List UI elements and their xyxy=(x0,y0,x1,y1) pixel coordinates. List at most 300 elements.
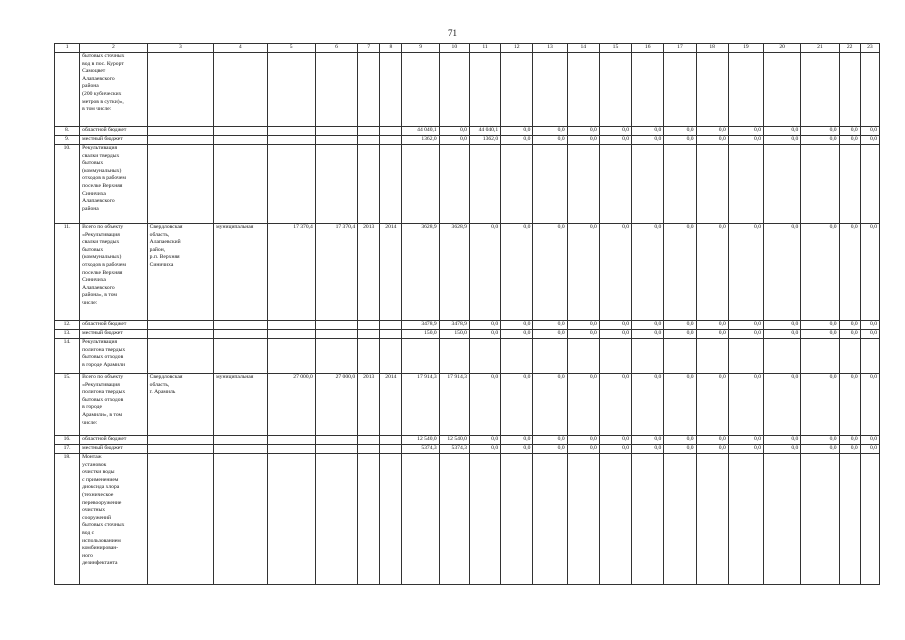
value-cell xyxy=(402,145,439,224)
value-cell: 0,0 xyxy=(501,321,533,330)
value-cell: 0,0 xyxy=(860,374,879,436)
value-cell: 0,0 xyxy=(469,436,500,445)
header-cell: 23 xyxy=(860,44,879,53)
value-cell: 1362,0 xyxy=(469,136,500,145)
value-cell xyxy=(267,145,315,224)
row-number: 15. xyxy=(55,374,80,436)
header-cell: 8 xyxy=(380,44,402,53)
header-cell: 20 xyxy=(764,44,801,53)
value-cell: 2013 xyxy=(358,224,380,321)
value-cell: 0,0 xyxy=(860,445,879,454)
value-cell: 0,0 xyxy=(839,436,860,445)
value-cell xyxy=(632,454,664,585)
value-cell xyxy=(267,454,315,585)
location-cell xyxy=(147,330,213,339)
ownership-cell xyxy=(214,136,267,145)
value-cell: 0,0 xyxy=(533,445,567,454)
value-cell: 0,0 xyxy=(839,127,860,136)
value-cell: 0,0 xyxy=(801,436,839,445)
value-cell xyxy=(839,339,860,374)
value-cell xyxy=(567,53,599,127)
value-cell xyxy=(315,436,357,445)
value-cell: 2013 xyxy=(358,374,380,436)
value-cell: 44 040,1 xyxy=(469,127,500,136)
value-cell: 0,0 xyxy=(728,321,763,330)
ownership-cell xyxy=(214,436,267,445)
location-cell xyxy=(147,321,213,330)
table-row xyxy=(55,224,880,321)
table-row xyxy=(55,436,880,445)
value-cell: 0,0 xyxy=(469,330,500,339)
value-cell xyxy=(664,339,696,374)
location-cell xyxy=(147,339,213,374)
value-cell: 0,0 xyxy=(567,330,599,339)
value-cell: 3478,9 xyxy=(402,321,439,330)
value-cell xyxy=(402,53,439,127)
table-row xyxy=(55,454,880,585)
value-cell xyxy=(315,53,357,127)
value-cell: 0,0 xyxy=(764,224,801,321)
value-cell: 0,0 xyxy=(501,374,533,436)
value-cell xyxy=(439,454,469,585)
ownership-cell xyxy=(214,145,267,224)
value-cell xyxy=(764,145,801,224)
header-cell: 19 xyxy=(728,44,763,53)
location-cell: Свердловская область, г. Арамиль xyxy=(147,374,213,436)
value-cell: 0,0 xyxy=(567,127,599,136)
value-cell xyxy=(599,145,631,224)
value-cell xyxy=(469,53,500,127)
value-cell xyxy=(315,330,357,339)
row-name: Всего по объекту «Рекультивация полигона твердых бытовых отходов в городе Арамили», в том числе: xyxy=(80,374,147,436)
row-number: 17. xyxy=(55,445,80,454)
value-cell: 0,0 xyxy=(664,321,696,330)
header-cell: 16 xyxy=(632,44,664,53)
value-cell: 0,0 xyxy=(860,321,879,330)
value-cell: 0,0 xyxy=(839,224,860,321)
value-cell: 0,0 xyxy=(664,436,696,445)
value-cell xyxy=(764,53,801,127)
table-row xyxy=(55,145,880,224)
row-name: областной бюджет xyxy=(80,436,147,445)
row-number: 8. xyxy=(55,127,80,136)
header-cell: 2 xyxy=(80,44,147,53)
value-cell: 0,0 xyxy=(501,436,533,445)
header-cell: 18 xyxy=(696,44,728,53)
value-cell xyxy=(801,53,839,127)
header-cell: 7 xyxy=(358,44,380,53)
value-cell xyxy=(380,436,402,445)
value-cell: 0,0 xyxy=(764,321,801,330)
value-cell: 0,0 xyxy=(801,321,839,330)
value-cell xyxy=(380,454,402,585)
header-cell: 17 xyxy=(664,44,696,53)
value-cell xyxy=(267,321,315,330)
value-cell xyxy=(632,339,664,374)
value-cell: 3478,9 xyxy=(439,321,469,330)
value-cell xyxy=(469,339,500,374)
value-cell xyxy=(696,339,728,374)
value-cell xyxy=(533,339,567,374)
value-cell: 0,0 xyxy=(664,136,696,145)
location-cell: Свердловская область, Алапаевский район, р.п. Верхняя Синичиха xyxy=(147,224,213,321)
value-cell: 0,0 xyxy=(632,445,664,454)
value-cell xyxy=(439,339,469,374)
table-row xyxy=(55,374,880,436)
row-name: Монтаж установок очистки воды с применением диоксида хлора (техническое перевооружение очистных сооружений бытовых сточных вод с использованием комбинирован- ного дезинфектанта xyxy=(80,454,147,585)
header-cell: 5 xyxy=(267,44,315,53)
row-number xyxy=(55,53,80,127)
header-cell: 1 xyxy=(55,44,80,53)
value-cell: 0,0 xyxy=(728,224,763,321)
ownership-cell xyxy=(214,127,267,136)
value-cell xyxy=(380,53,402,127)
table-row xyxy=(55,339,880,374)
row-name: местный бюджет xyxy=(80,445,147,454)
location-cell xyxy=(147,53,213,127)
header-cell: 4 xyxy=(214,44,267,53)
value-cell xyxy=(801,339,839,374)
value-cell: 0,0 xyxy=(860,330,879,339)
value-cell: 27 000,0 xyxy=(267,374,315,436)
value-cell: 0,0 xyxy=(533,127,567,136)
value-cell: 0,0 xyxy=(839,330,860,339)
header-cell: 6 xyxy=(315,44,357,53)
row-name: Рекультивация свалки твердых бытовых (коммунальных) отходов в рабочем поселке Верхняя Синичиха Алапаевского района xyxy=(80,145,147,224)
value-cell: 0,0 xyxy=(764,330,801,339)
ownership-cell xyxy=(214,445,267,454)
value-cell: 0,0 xyxy=(696,224,728,321)
value-cell: 0,0 xyxy=(728,136,763,145)
value-cell: 0,0 xyxy=(632,136,664,145)
value-cell xyxy=(267,445,315,454)
value-cell: 27 000,0 xyxy=(315,374,357,436)
value-cell: 0,0 xyxy=(764,436,801,445)
value-cell: 0,0 xyxy=(469,445,500,454)
row-number: 11. xyxy=(55,224,80,321)
value-cell: 12 540,0 xyxy=(402,436,439,445)
value-cell xyxy=(501,53,533,127)
value-cell xyxy=(380,339,402,374)
table-row xyxy=(55,445,880,454)
value-cell: 0,0 xyxy=(696,330,728,339)
value-cell: 0,0 xyxy=(567,436,599,445)
value-cell: 0,0 xyxy=(664,374,696,436)
value-cell: 0,0 xyxy=(801,136,839,145)
value-cell: 0,0 xyxy=(664,224,696,321)
value-cell xyxy=(380,127,402,136)
table-row xyxy=(55,321,880,330)
value-cell: 0,0 xyxy=(501,224,533,321)
value-cell xyxy=(599,53,631,127)
value-cell: 0,0 xyxy=(860,136,879,145)
value-cell xyxy=(839,454,860,585)
value-cell xyxy=(696,454,728,585)
value-cell: 0,0 xyxy=(664,445,696,454)
value-cell xyxy=(764,339,801,374)
value-cell: 0,0 xyxy=(801,445,839,454)
value-cell: 1362,0 xyxy=(402,136,439,145)
value-cell xyxy=(267,436,315,445)
value-cell: 0,0 xyxy=(599,436,631,445)
header-cell: 14 xyxy=(567,44,599,53)
value-cell xyxy=(664,53,696,127)
value-cell: 2014 xyxy=(380,374,402,436)
value-cell: 0,0 xyxy=(533,136,567,145)
value-cell: 0,0 xyxy=(728,436,763,445)
value-cell: 0,0 xyxy=(696,127,728,136)
row-name: Всего по объекту «Рекультивация свалки твердых бытовых (коммунальных) отходов в рабочем поселке Верхняя Синичиха Алапаевского района», в том числе: xyxy=(80,224,147,321)
value-cell xyxy=(267,330,315,339)
value-cell xyxy=(839,145,860,224)
header-cell: 11 xyxy=(469,44,500,53)
value-cell xyxy=(380,445,402,454)
value-cell: 0,0 xyxy=(801,374,839,436)
table-row xyxy=(55,136,880,145)
value-cell xyxy=(315,445,357,454)
value-cell: 0,0 xyxy=(599,136,631,145)
value-cell: 5374,3 xyxy=(439,445,469,454)
value-cell: 0,0 xyxy=(696,136,728,145)
value-cell xyxy=(801,145,839,224)
value-cell: 0,0 xyxy=(839,321,860,330)
value-cell: 0,0 xyxy=(764,136,801,145)
value-cell xyxy=(599,339,631,374)
value-cell: 0,0 xyxy=(501,330,533,339)
value-cell xyxy=(501,339,533,374)
value-cell xyxy=(860,339,879,374)
value-cell: 0,0 xyxy=(839,374,860,436)
value-cell xyxy=(728,454,763,585)
table-row xyxy=(55,330,880,339)
value-cell xyxy=(358,321,380,330)
header-cell: 21 xyxy=(801,44,839,53)
value-cell: 0,0 xyxy=(567,445,599,454)
row-number: 12. xyxy=(55,321,80,330)
value-cell xyxy=(380,330,402,339)
value-cell xyxy=(860,53,879,127)
value-cell: 0,0 xyxy=(632,374,664,436)
value-cell: 0,0 xyxy=(439,127,469,136)
value-cell: 17 370,4 xyxy=(315,224,357,321)
value-cell: 2014 xyxy=(380,224,402,321)
value-cell xyxy=(664,145,696,224)
value-cell: 0,0 xyxy=(533,374,567,436)
value-cell: 0,0 xyxy=(632,321,664,330)
value-cell xyxy=(315,127,357,136)
value-cell: 0,0 xyxy=(599,224,631,321)
value-cell: 17 914,3 xyxy=(439,374,469,436)
value-cell: 0,0 xyxy=(632,127,664,136)
value-cell xyxy=(696,145,728,224)
location-cell xyxy=(147,127,213,136)
row-number: 16. xyxy=(55,436,80,445)
value-cell xyxy=(533,53,567,127)
value-cell xyxy=(358,53,380,127)
ownership-cell xyxy=(214,454,267,585)
row-name: местный бюджет xyxy=(80,136,147,145)
value-cell xyxy=(315,339,357,374)
value-cell xyxy=(358,330,380,339)
value-cell: 0,0 xyxy=(860,436,879,445)
value-cell xyxy=(728,145,763,224)
value-cell: 0,0 xyxy=(439,136,469,145)
value-cell: 0,0 xyxy=(696,374,728,436)
value-cell xyxy=(315,321,357,330)
ownership-cell: муниципальная xyxy=(214,374,267,436)
value-cell xyxy=(267,339,315,374)
row-number: 10. xyxy=(55,145,80,224)
value-cell xyxy=(469,145,500,224)
value-cell: 0,0 xyxy=(696,436,728,445)
value-cell xyxy=(380,321,402,330)
value-cell xyxy=(439,53,469,127)
value-cell: 0,0 xyxy=(860,224,879,321)
value-cell xyxy=(567,145,599,224)
value-cell xyxy=(358,445,380,454)
value-cell: 17 914,3 xyxy=(402,374,439,436)
value-cell xyxy=(567,339,599,374)
value-cell xyxy=(860,145,879,224)
value-cell: 0,0 xyxy=(728,374,763,436)
location-cell xyxy=(147,436,213,445)
value-cell: 0,0 xyxy=(696,321,728,330)
row-number: 14. xyxy=(55,339,80,374)
ownership-cell xyxy=(214,330,267,339)
value-cell xyxy=(501,145,533,224)
location-cell xyxy=(147,136,213,145)
value-cell xyxy=(599,454,631,585)
row-number: 18. xyxy=(55,454,80,585)
value-cell: 0,0 xyxy=(567,321,599,330)
value-cell: 0,0 xyxy=(839,445,860,454)
value-cell: 3628,9 xyxy=(402,224,439,321)
value-cell xyxy=(402,339,439,374)
value-cell xyxy=(533,145,567,224)
value-cell xyxy=(315,145,357,224)
value-cell: 0,0 xyxy=(801,330,839,339)
value-cell: 0,0 xyxy=(599,445,631,454)
header-cell: 9 xyxy=(402,44,439,53)
value-cell: 0,0 xyxy=(632,436,664,445)
value-cell: 0,0 xyxy=(599,321,631,330)
value-cell: 150,0 xyxy=(439,330,469,339)
header-row xyxy=(55,44,880,53)
value-cell: 44 040,1 xyxy=(402,127,439,136)
value-cell: 0,0 xyxy=(599,127,631,136)
value-cell: 0,0 xyxy=(728,445,763,454)
location-cell xyxy=(147,454,213,585)
value-cell xyxy=(439,145,469,224)
row-number: 13. xyxy=(55,330,80,339)
row-name: местный бюджет xyxy=(80,330,147,339)
header-cell: 13 xyxy=(533,44,567,53)
header-cell: 22 xyxy=(839,44,860,53)
header-cell: 10 xyxy=(439,44,469,53)
value-cell: 0,0 xyxy=(764,127,801,136)
value-cell xyxy=(358,454,380,585)
value-cell xyxy=(469,454,500,585)
value-cell xyxy=(267,53,315,127)
value-cell xyxy=(358,127,380,136)
value-cell: 17 370,4 xyxy=(267,224,315,321)
value-cell xyxy=(358,145,380,224)
value-cell: 0,0 xyxy=(599,330,631,339)
value-cell xyxy=(728,53,763,127)
value-cell xyxy=(860,454,879,585)
value-cell: 0,0 xyxy=(501,127,533,136)
value-cell: 5374,3 xyxy=(402,445,439,454)
value-cell: 0,0 xyxy=(839,136,860,145)
row-name: областной бюджет xyxy=(80,321,147,330)
value-cell xyxy=(358,339,380,374)
header-cell: 3 xyxy=(147,44,213,53)
value-cell xyxy=(632,53,664,127)
value-cell xyxy=(501,454,533,585)
row-name: бытовых сточных вод в пос. Курорт Самоцвет Алапаевского района (200 кубических метров в сутки)», в том числе: xyxy=(80,53,147,127)
value-cell: 0,0 xyxy=(664,127,696,136)
value-cell xyxy=(632,145,664,224)
value-cell: 150,0 xyxy=(402,330,439,339)
row-number: 9. xyxy=(55,136,80,145)
value-cell xyxy=(380,136,402,145)
value-cell: 0,0 xyxy=(632,224,664,321)
value-cell xyxy=(567,454,599,585)
value-cell: 0,0 xyxy=(632,330,664,339)
value-cell: 0,0 xyxy=(696,445,728,454)
value-cell: 0,0 xyxy=(801,127,839,136)
value-cell xyxy=(533,454,567,585)
ownership-cell: муниципальная xyxy=(214,224,267,321)
value-cell: 0,0 xyxy=(567,224,599,321)
value-cell xyxy=(728,339,763,374)
value-cell xyxy=(358,436,380,445)
value-cell: 0,0 xyxy=(728,127,763,136)
value-cell: 0,0 xyxy=(533,224,567,321)
location-cell xyxy=(147,145,213,224)
value-cell: 0,0 xyxy=(860,127,879,136)
header-cell: 15 xyxy=(599,44,631,53)
row-name: Рекультивация полигона твердых бытовых отходов в городе Арамили xyxy=(80,339,147,374)
value-cell: 0,0 xyxy=(501,445,533,454)
value-cell xyxy=(315,454,357,585)
table-row xyxy=(55,53,880,127)
value-cell xyxy=(267,127,315,136)
value-cell: 0,0 xyxy=(567,374,599,436)
value-cell xyxy=(664,454,696,585)
value-cell: 0,0 xyxy=(501,136,533,145)
value-cell: 0,0 xyxy=(533,321,567,330)
location-cell xyxy=(147,445,213,454)
value-cell: 0,0 xyxy=(801,224,839,321)
value-cell xyxy=(764,454,801,585)
value-cell xyxy=(696,53,728,127)
value-cell: 12 540,0 xyxy=(439,436,469,445)
value-cell xyxy=(839,53,860,127)
header-cell: 12 xyxy=(501,44,533,53)
value-cell: 0,0 xyxy=(533,330,567,339)
value-cell xyxy=(380,145,402,224)
page-number: 71 xyxy=(448,28,457,38)
ownership-cell xyxy=(214,339,267,374)
value-cell xyxy=(801,454,839,585)
value-cell: 0,0 xyxy=(469,224,500,321)
value-cell: 0,0 xyxy=(567,136,599,145)
table-row xyxy=(55,127,880,136)
value-cell: 3628,9 xyxy=(439,224,469,321)
value-cell: 0,0 xyxy=(599,374,631,436)
ownership-cell xyxy=(214,53,267,127)
